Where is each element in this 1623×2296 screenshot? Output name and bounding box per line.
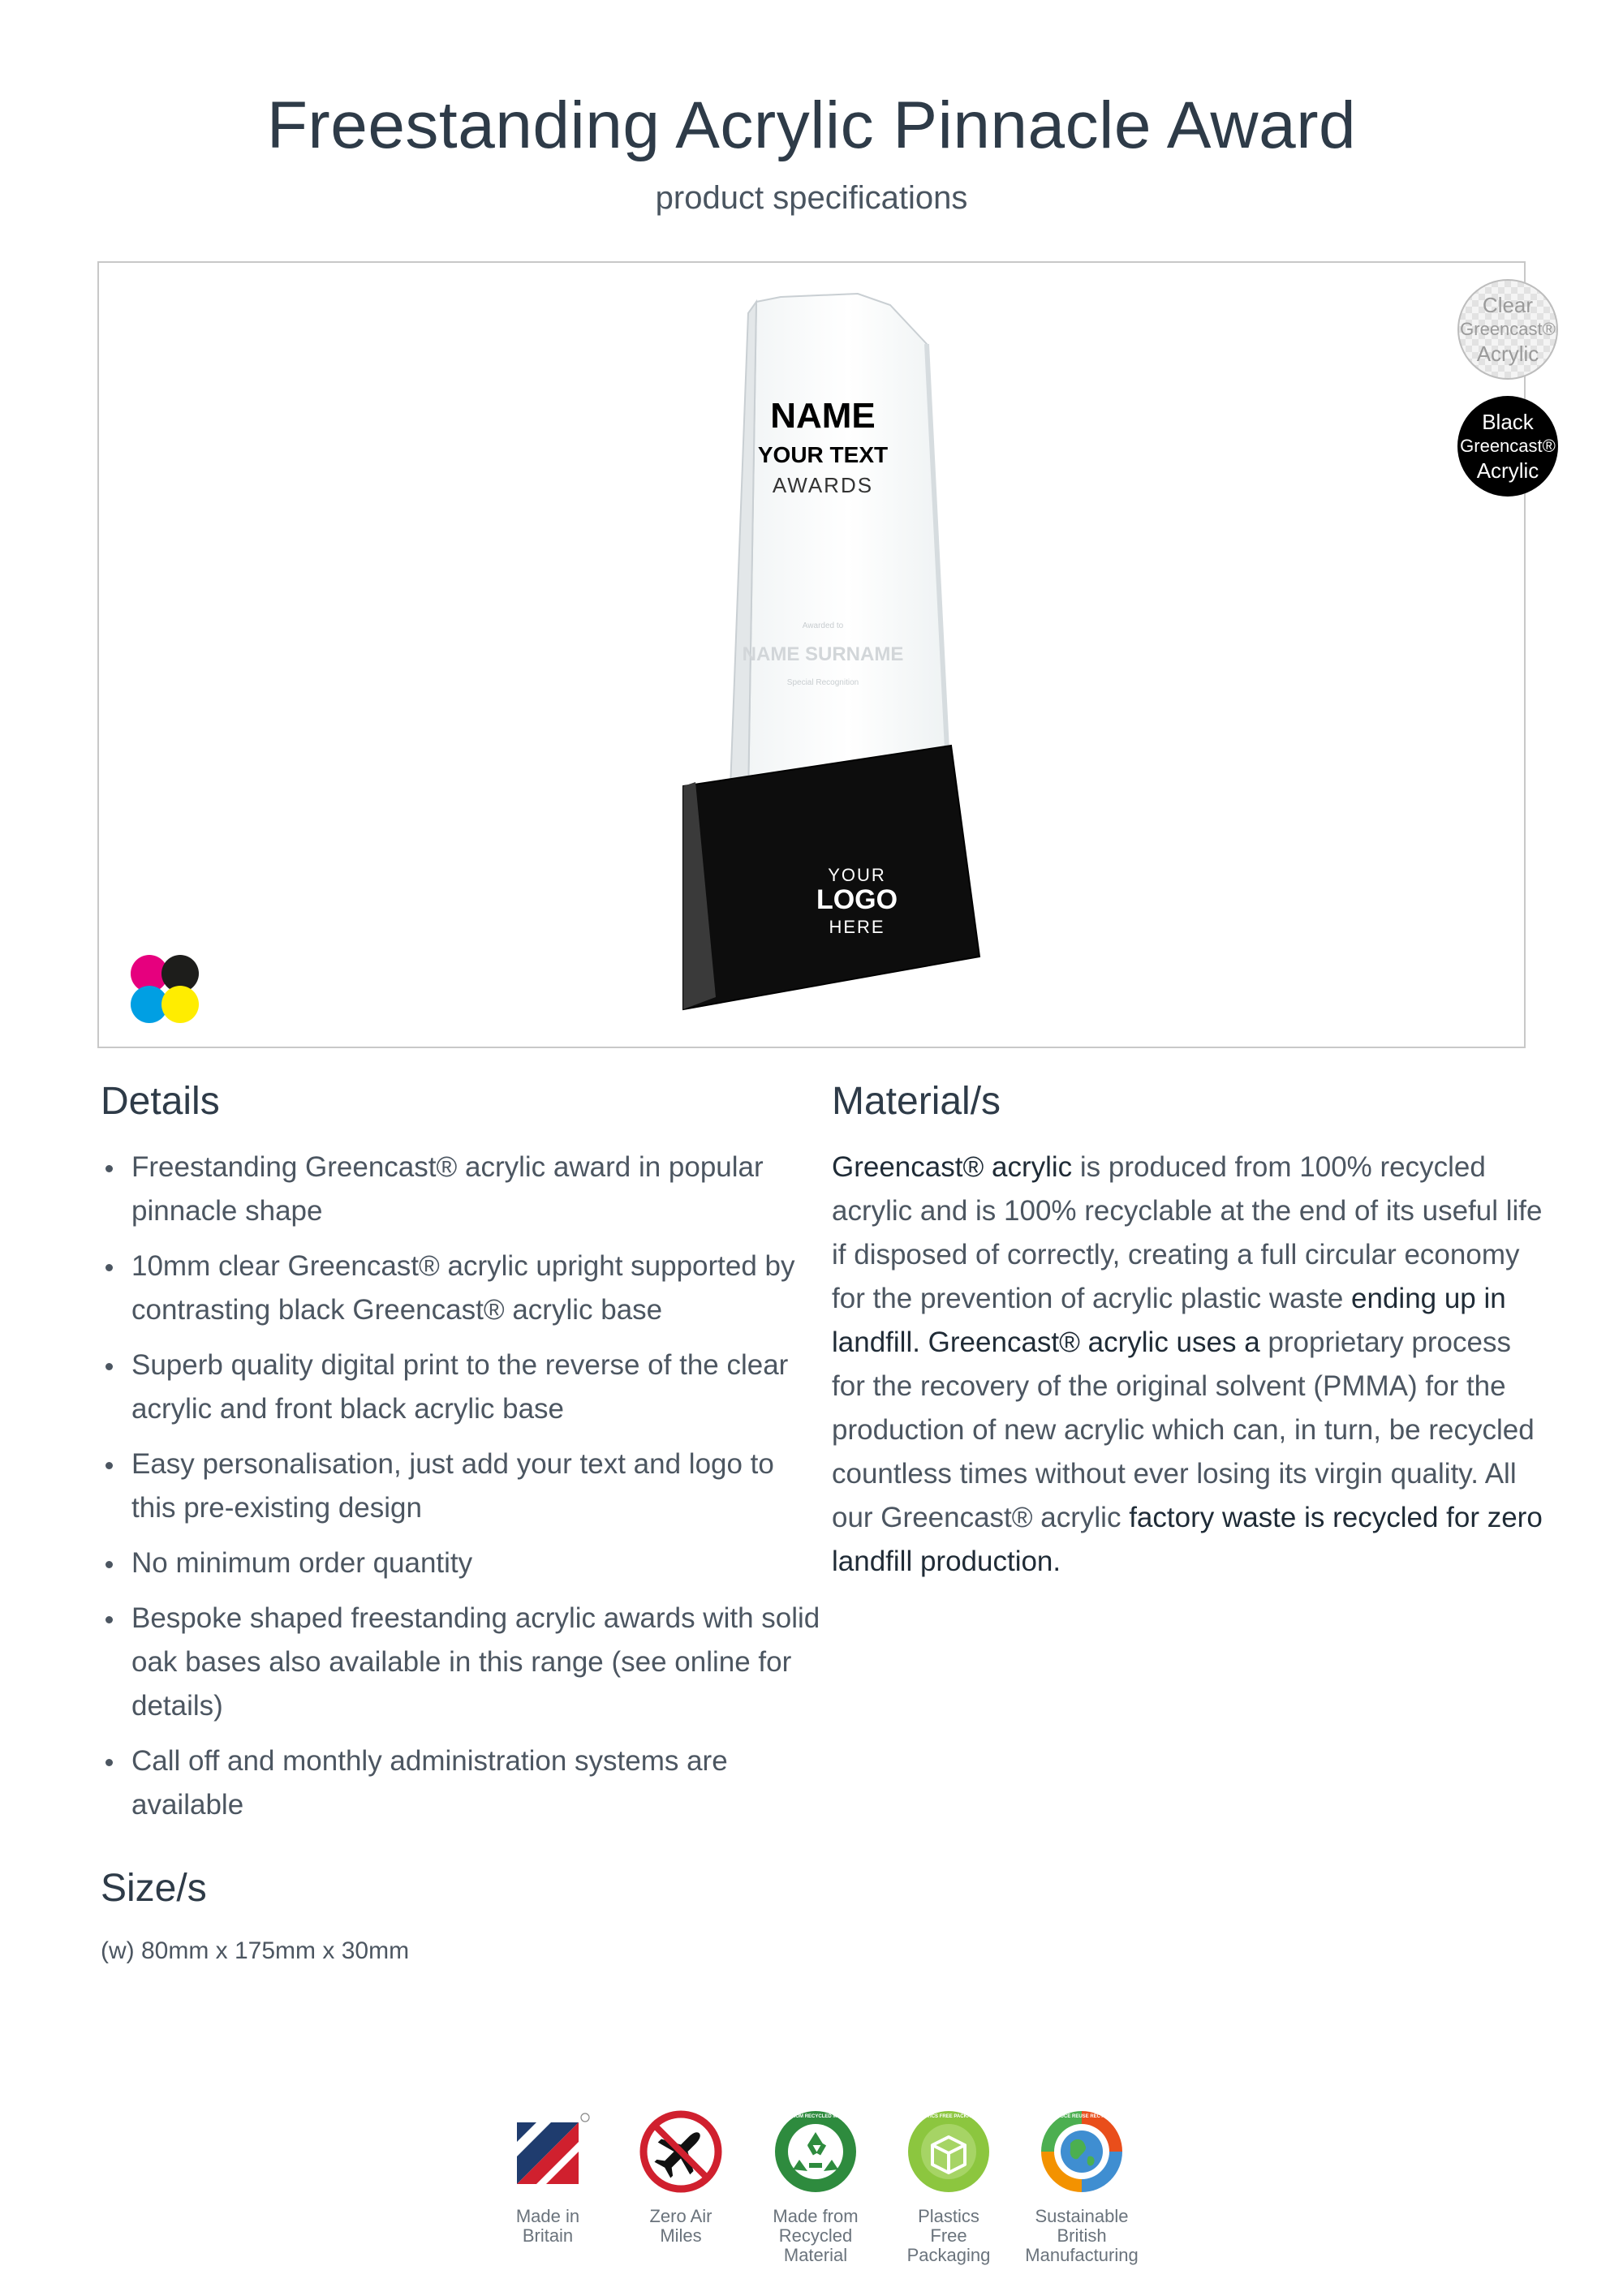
materials-text-3: proprietary process for the recovery of the original solvent (PMMA) for the production of new acrylic which can, in turn, be recycled countless times without ever losing its virgin quality. All our Greencast® acrylic [832,1326,1535,1533]
sizes-heading: Size/s [101,1867,207,1910]
award-your-text: YOUR TEXT [757,442,889,467]
recycled-material-icon [772,2108,859,2195]
details-item: Easy personalisation, just add your text and logo to this pre-existing design [101,1443,823,1530]
swatch-clear-acrylic [1457,279,1558,380]
details-item: Superb quality digital print to the reverse of the clear acrylic and front black acrylic base [101,1344,823,1431]
award-illustration [99,263,1527,1050]
badge-label-line: Free [930,2225,967,2246]
badge-label [755,2207,876,2265]
swatch-black-line-1: Black [1482,410,1534,434]
zero-air-miles-icon [637,2108,725,2195]
sustainable-manufacturing-icon [1038,2108,1126,2195]
materials-text-2: ending up in landfill. Greencast® acrylic uses a [832,1283,1506,1358]
swatch-black-line-2: Greencast® [1460,436,1556,456]
badge-label-line: Miles [660,2225,702,2246]
badge-label [620,2207,742,2246]
badge-label-line: Zero Air [649,2206,712,2226]
badge-recycled-material [755,2108,876,2265]
materials-heading: Material/s [832,1080,1001,1123]
details-item: Call off and monthly administration systems are available [101,1739,823,1827]
materials-paragraph [832,1146,1546,1584]
logo-here-text: HERE [829,917,885,937]
details-item: Freestanding Greencast® acrylic award in popular pinnacle shape [101,1146,823,1233]
acrylic-upright [748,294,949,798]
badge-label-line: Manufacturing [1025,2245,1139,2265]
badge-label [888,2207,1010,2265]
recipient-text: NAME SURNAME [742,643,904,665]
swatch-clear-line-1: Clear [1482,293,1534,317]
details-heading: Details [101,1080,220,1123]
swatch-clear-line-3: Acrylic [1476,342,1539,366]
sustainable-ring-text: REDUCE REUSE RECYCLE [1049,2114,1114,2119]
details-item: 10mm clear Greencast® acrylic upright supported by contrasting black Greencast® acrylic base [101,1245,823,1332]
awarded-to-text: Awarded to [802,621,844,630]
award-name-text: NAME [770,396,876,436]
page-subtitle: product specifications [655,180,968,216]
recycled-ring-text: MADE FROM RECYCLED MATERIAL [773,2114,858,2119]
made-in-britain-icon [504,2108,592,2195]
badge-zero-air-miles [620,2108,742,2246]
recognition-text: Special Recognition [786,678,859,687]
swatch-black-line-3: Acrylic [1476,458,1539,483]
plastics-ring-text: PLASTICS FREE PACKAGING [914,2114,984,2119]
badge-label-line: Sustainable [1035,2206,1129,2226]
materials-text-4: factory waste is recycled for zero landfill production. [832,1502,1543,1577]
swatch-black-acrylic [1457,396,1558,497]
details-item: Bespoke shaped freestanding acrylic awards with solid oak bases also available in this range (see online for details) [101,1597,823,1728]
badge-label [487,2207,609,2246]
badge-label-line: Material [783,2245,848,2265]
badge-label [1021,2207,1143,2265]
cmyk-yellow [161,986,199,1023]
badge-label-line: Plastics [918,2206,979,2226]
badges-row [0,2108,1623,2270]
badge-label-line: Made in [515,2206,580,2226]
logo-your-text: YOUR [828,865,886,885]
swatch-clear-line-2: Greencast® [1460,319,1556,339]
badge-made-in-britain [487,2108,609,2246]
badge-label-line: Britain [522,2225,574,2246]
materials-intro-bold: Greencast® acrylic [832,1151,1073,1183]
plastics-free-packaging-icon [905,2108,992,2195]
badge-label-line: Recycled [778,2225,853,2246]
badge-sustainable-manufacturing [1021,2108,1143,2265]
page-title: Freestanding Acrylic Pinnacle Award [266,88,1357,162]
details-item: No minimum order quantity [101,1541,823,1585]
product-image-frame [97,261,1556,1048]
badge-label-line: British [1057,2225,1107,2246]
badge-label-line: Made from [773,2206,859,2226]
badge-label-line: Packaging [906,2245,991,2265]
badge-plastics-free-packaging [888,2108,1010,2265]
award-awards-text: AWARDS [772,473,874,497]
details-list [101,1146,823,1838]
logo-logo-text: LOGO [816,884,898,915]
cmyk-print-icon [128,952,201,1025]
size-value: (w) 80mm x 175mm x 30mm [101,1937,410,1964]
materials-text-1: is produced from 100% recycled acrylic and is 100% recyclable at the end of its useful life if disposed of correctly, creating a full circular economy for the prevention of acrylic plastic waste [832,1151,1543,1314]
